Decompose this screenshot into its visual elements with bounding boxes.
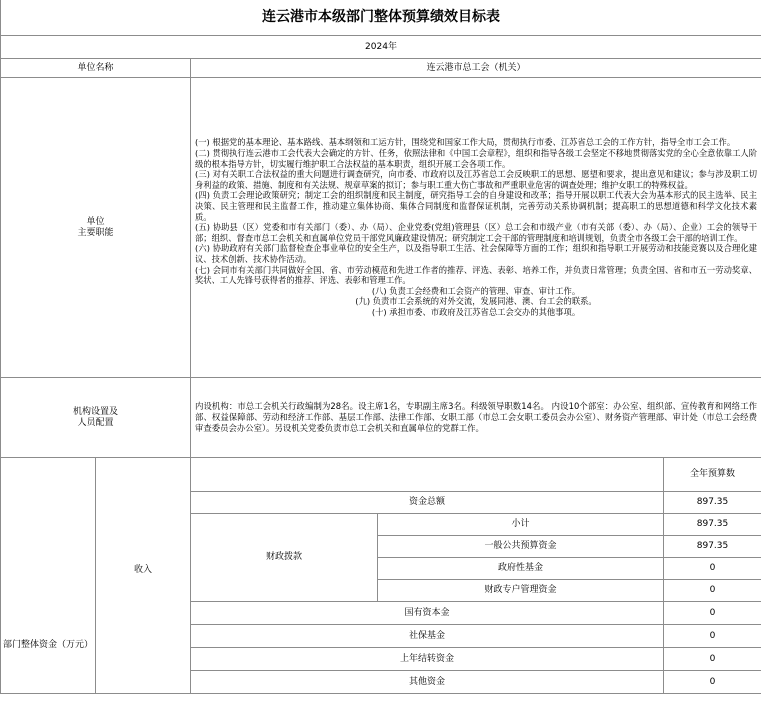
duty-item: (一) 根据党的基本理论、基本路线、基本纲领和工运方针，围绕党和国家工作大局，贯彻执行市委、江苏省总工会的工作方针，指导全市工会工作。 [195,137,736,148]
year-label: 2024年 [1,36,761,59]
carryover-value: 0 [664,648,761,671]
duty-item: (七) 会同市有关部门共同做好全国、省、市劳动模范和先进工作者的推荐、评选、表彰、培养工作，并负责日常管理；负责全国、省和市五一劳动奖章、奖状、工人先锋号获得者的推荐、评选、表彰和管理工作。 [195,264,758,286]
duty-item: (五) 协助县（区）党委和市有关部门（委）、办（局）、企业党委(党组)管理县（区）总工会和市级产业（市有关部（委）、办（局）、企业）工会的领导干部；组织、督查市总工会机关和直属单位党员干部党风廉政建设情况；研究制定工会干部的管理制度和培训规划，负责全市各级工会干部的培训工作。 [195,222,758,243]
gov-fund-label: 政府性基金 [378,558,664,580]
main-duties-label [1,78,191,378]
duty-item: (十) 承担市委、市政府及江苏省总工会交办的其他事项。 [371,306,581,317]
main-duties-content [191,78,761,378]
duty-item: (九) 负责市工会系统的对外交流，发展同港、澳、台工会的联系。 [355,296,597,307]
org-setup-label-line1: 机构设置及 [72,406,118,417]
state-capital-value: 0 [664,602,761,625]
general-budget-value: 897.35 [664,536,761,558]
gov-fund-value: 0 [664,558,761,580]
org-setup-content: 内设机构：市总工会机关行政编制为28名。设主席1名，专职副主席3名。科级领导职数14名。 内设10个部室：办公室、组织部、宣传教育和网络工作部、权益保障部、劳动和经济工作部、基层工作部、法律工作部、女职工部（市总工会女职工委员会办公室）、财务资产管理部、审计处（市总工会经费审查委员会办公室）。另设机关党委负责市总工会机关和直属单位的党群工作。 [191,378,761,458]
page-title: 连云港市本级部门整体预算绩效目标表 [1,0,761,36]
blank-header-cell [191,458,664,492]
main-duties-label-line1: 单位 [86,216,105,227]
subtotal-label: 小计 [378,514,664,536]
main-duties-label-line2: 主要职能 [77,227,114,238]
dept-funds-label [1,458,96,694]
duty-item: (三) 对有关职工合法权益的重大问题进行调查研究，向市委、市政府以及江苏省总工会反映职工的思想、愿望和要求，提出意见和建议；参与涉及职工切身利益的政策、措施、制度和有关法规、规章草案的拟订；参与职工重大伤亡事故和严重职业危害的调查处理；维护女职工的特殊权益。 [195,169,758,190]
other-funds-label: 其他资金 [191,671,664,694]
duty-item: (六) 协助政府有关部门监督检查企事业单位的安全生产，以及指导职工生活、社会保障等方面的工作；组织和指导职工开展劳动和技能竞赛以及合理化建议、技术创新、技术协作活动。 [195,243,758,264]
social-fund-label: 社保基金 [191,625,664,648]
special-account-label: 财政专户管理资金 [378,580,664,602]
total-funds-value: 897.35 [664,492,761,514]
org-setup-label-line2: 人员配置 [77,417,114,428]
subtotal-value: 897.35 [664,514,761,536]
annual-budget-header: 全年预算数 [664,458,761,492]
duty-item: (四) 负责工会理论政策研究；制定工会的组织制度和民主制度，研究指导工会的自身建设和改革；指导开展以职工代表大会为基本形式的民主选举、民主决策、民主管理和民主监督工作，推动建立集体协商、集体合同制度和监督保证机制，完善劳动关系协调机制；提高职工的思想道德和科学文化技术素质。 [195,190,758,222]
income-label [96,458,191,694]
org-setup-label [1,378,191,458]
duty-item: (八) 负责工会经费和工会资产的管理、审查、审计工作。 [371,285,581,296]
other-funds-value: 0 [664,671,761,694]
fiscal-allocation-label: 财政拨款 [191,514,378,602]
carryover-label: 上年结转资金 [191,648,664,671]
total-funds-label: 资金总额 [191,492,664,514]
unit-name-value: 连云港市总工会（机关） [191,59,761,78]
social-fund-value: 0 [664,625,761,648]
general-budget-label: 一般公共预算资金 [378,536,664,558]
state-capital-label: 国有资本金 [191,602,664,625]
unit-name-label: 单位名称 [1,59,191,78]
duty-item: (二) 贯彻执行连云港市工会代表大会确定的方针、任务，依照法律和《中国工会章程》，组织和指导各级工会坚定不移地贯彻落实党的全心全意依靠工人阶级的根本指导方针，切实履行维护职工合法权益的基本职责，组织开展工会各项工作。 [195,148,758,169]
special-account-value: 0 [664,580,761,602]
income-label-text: 收入 [133,565,152,575]
dept-funds-label-text: 部门整体资金（万元） [2,640,93,650]
